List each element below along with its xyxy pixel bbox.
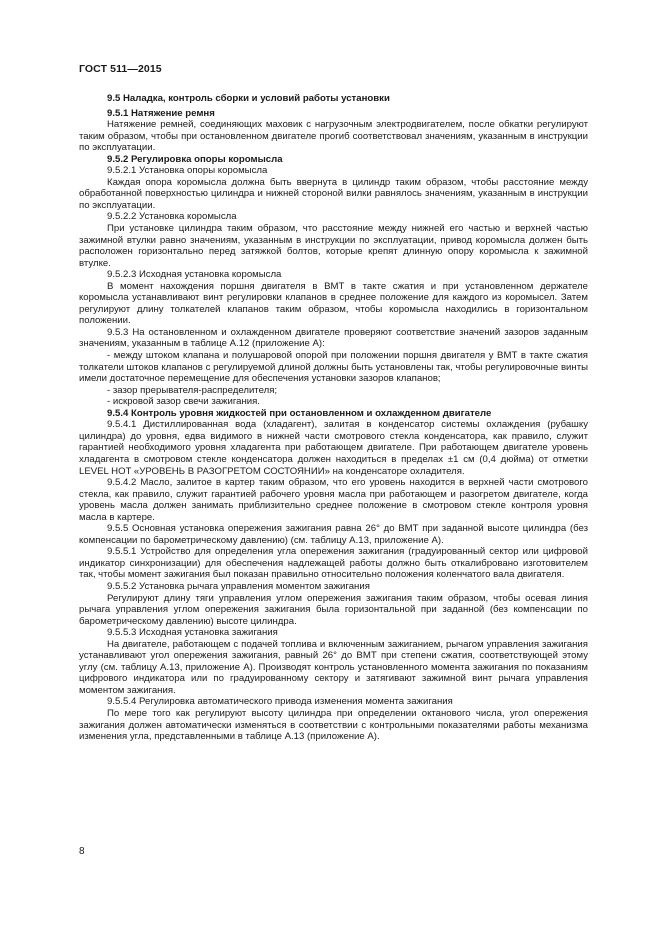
document-header: ГОСТ 511—2015 — [79, 63, 162, 75]
list-item: - между штоком клапана и полушаровой опорой при положении поршня двигателя у ВМТ в такте сжатия толкатели штоков клапанов с регулируемой длиной должны быть установлены так, чтобы регулировочные винты имели достаточное перемещение для обеспечения установки зазоров клапанов; — [79, 350, 588, 385]
document-body — [79, 93, 588, 743]
paragraph: По мере того как регулируют высоту цилиндра при определении октанового числа, угол опережения зажигания должен автоматически изменяться в соответствии с контрольными показателями работы механизма изменения угла, представленными в таблице А.13 (приложение А). — [79, 707, 588, 743]
paragraph: 9.5.4.1 Дистиллированная вода (хладагент), залитая в конденсатор системы охлаждения (рубашку цилиндра) до уровня, едва видимого в нижней части смотрового стекла конденсатора, как правило, служит гарантией необходимого уровня хладагента при работающем двигателе. При работающем двигателе уровень хладагента в смотровом стекле конденсатора должен находиться в пределах ±1 см (0,4 дюйма) от отметки LEVEL HOT «УРОВЕНЬ В РАЗОГРЕТОМ СОСТОЯНИИ» на конденсаторе охладителя. — [79, 419, 588, 477]
subsection-heading: 9.5.5.4 Регулировка автоматического привода изменения момента зажигания — [107, 696, 453, 708]
subsection-heading: 9.5.5.2 Установка рычага управления моментом зажигания — [107, 580, 370, 592]
paragraph: Регулируют длину тяги управления углом опережения зажигания таким образом, чтобы осевая линия рычага управления углом опережения зажигания была горизонтальной при заданной (без компенсации по барометрическому давлению) высоте цилиндра. — [79, 592, 588, 627]
subsection-heading: 9.5.5.3 Исходная установка зажигания — [107, 627, 278, 639]
page-number: 8 — [79, 846, 85, 857]
list-item: - искровой зазор свечи зажигания. — [107, 396, 260, 408]
paragraph: 9.5.4.2 Масло, залитое в картер таким образом, что его уровень находится в верхней части смотрового стекла, как правило, служит гарантией рабочего уровня масла при работающем и разогретом двигателе, когда уровень масла должен занимать приблизительно среднее положение в смотровом стекле контроля уровня масла в картере. — [79, 477, 588, 523]
paragraph: Каждая опора коромысла должна быть ввернута в цилиндр таким образом, чтобы расстояние между обработанной поверхностью цилиндра и нижней стороной вилки равнялось значениям, указанным в инструкции по эксплуатации. — [79, 176, 588, 211]
list-item: - зазор прерывателя-распределителя; — [107, 384, 278, 396]
subsection-heading: 9.5.4 Контроль уровня жидкостей при остановленном и охлажденном двигателе — [107, 407, 492, 419]
paragraph: На двигателе, работающем с подачей топлива и включенным зажиганием, рычагом управления зажигания устанавливают угол опережения зажигания, равный 26° до ВМТ при степени сжатия, соответствующей этому углу (см. таблицу А.13, приложение А). Производят контроль установленного момента зажигания по показаниям цифрового индикатора или по градуированному сектору и затягивают зажимной винт рычага управления моментом зажигания. — [79, 638, 588, 696]
subsection-heading: 9.5.2 Регулировка опоры коромысла — [107, 153, 283, 165]
paragraph: В момент нахождения поршня двигателя в ВМТ в такте сжатия и при установленном держателе коромысла устанавливают винт регулировки клапанов в среднее положение для каждого из коромысел. Затем регулируют длину толкателей клапанов таким образом, чтобы коромысла находились в горизонтальном положении. — [79, 280, 588, 327]
subsection-heading: 9.5.2.3 Исходная установка коромысла — [107, 269, 282, 281]
subsection-heading: 9.5.2.1 Установка опоры коромысла — [107, 165, 268, 177]
paragraph: Натяжение ремней, соединяющих маховик с нагрузочным электродвигателем, после обкатки регулируют таким образом, чтобы при остановленном двигателе прогиб соответствовал значениям, указанным в инструкции по эксплуатации. — [79, 119, 588, 154]
paragraph: 9.5.3 На остановленном и охлажденном двигателе проверяют соответствие значений зазоров заданным значениям, указанным в таблице А.12 (приложение А): — [79, 326, 588, 350]
subsection-heading: 9.5.1 Натяжение ремня — [107, 107, 215, 119]
paragraph: 9.5.5 Основная установка опережения зажигания равна 26° до ВМТ при заданной высоте цилиндра (без компенсации по барометрическому давлению) (см. таблицу А.13, приложение А). — [79, 523, 588, 546]
section-title: 9.5 Наладка, контроль сборки и условий работы установки — [107, 93, 390, 104]
paragraph: При установке цилиндра таким образом, что расстояние между нижней его частью и верхней частью зажимной втулки равно значениям, указанным в инструкции по эксплуатации, привод коромысла должен быть расположен горизонтально перед затяжкой болтов, которые крепят длинную опору коромысла к зажимной втулке. — [79, 223, 588, 269]
paragraph: 9.5.5.1 Устройство для определения угла опережения зажигания (градуированный сектор или цифровой индикатор синхронизации) для обеспечения надлежащей работы должно быть откалибровано изготовителем так, чтобы момент зажигания был показан правильно относительно положения коленчатого вала двигателя. — [79, 546, 588, 581]
subsection-heading: 9.5.2.2 Установка коромысла — [107, 211, 237, 223]
